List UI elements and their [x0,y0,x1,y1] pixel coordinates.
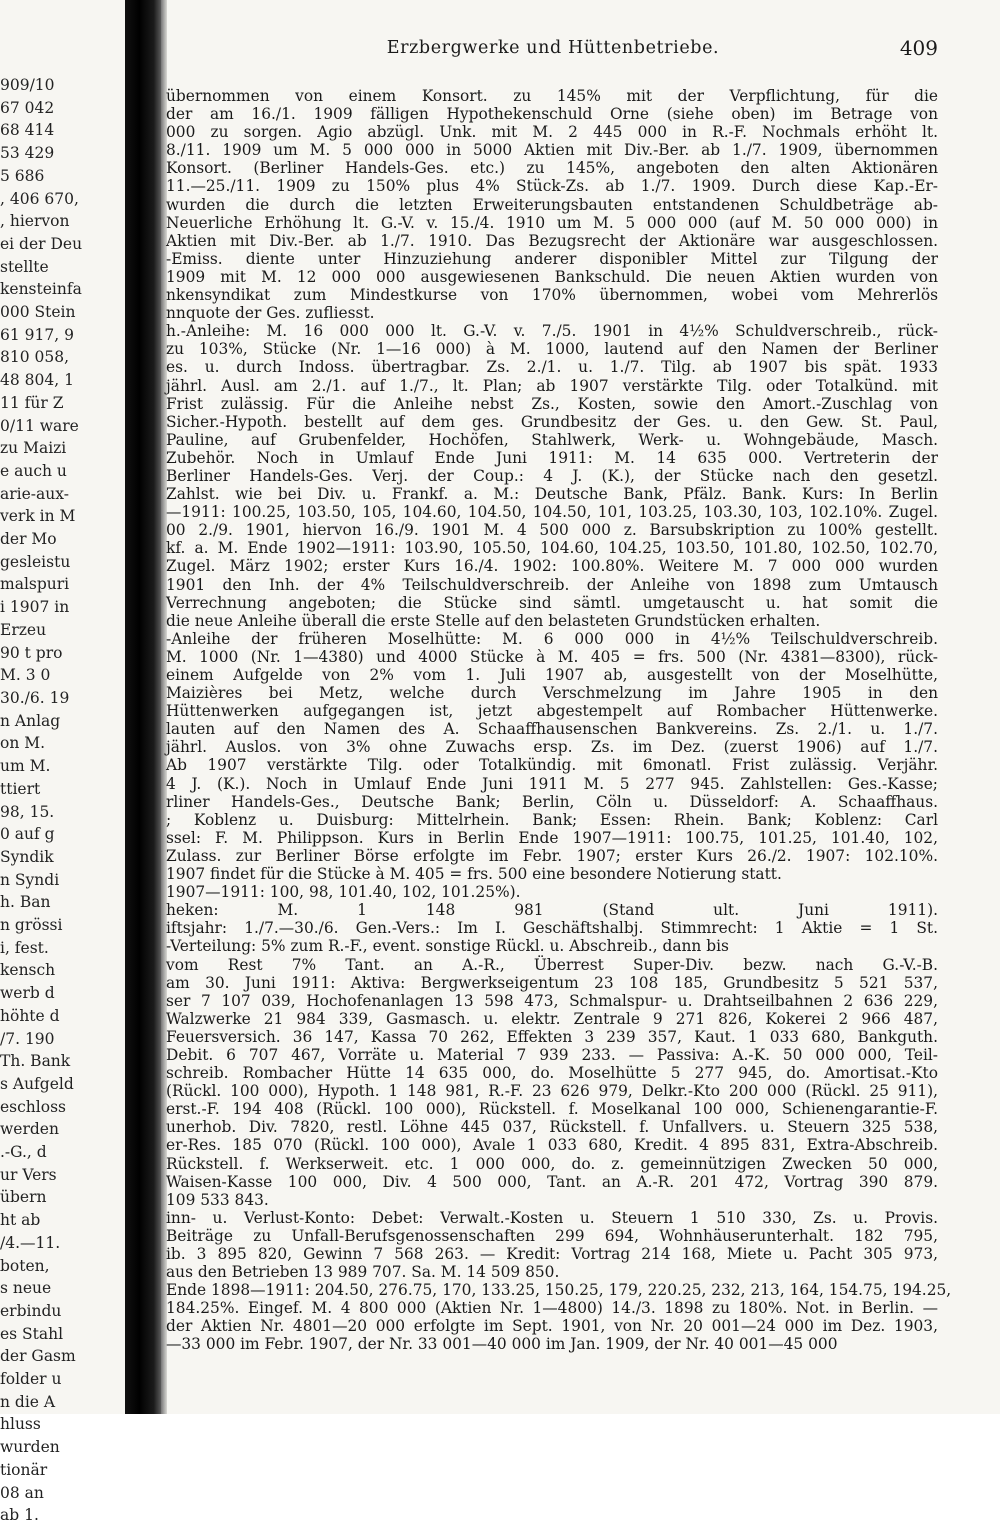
left-fragment-line: der Gasm [0,1347,76,1366]
text-line: 109 533 843. [166,1190,269,1209]
text-line: iftsjahr: 1./7.—30./6. Gen.-Vers.: Im I. Geschäftshalbj. Stimmrecht: 1 Aktie = 1 St. [166,919,938,938]
left-fragment-line: h. Ban [0,893,51,912]
left-fragment-line: Th. Bank [0,1052,71,1071]
text-line: der Aktien Nr. 4801—20 000 erfolgte im Sept. 1901, von Nr. 20 001—24 000 im Dez. 1903, [166,1317,938,1336]
text-line: 00 2./9. 1901, hiervon 16./9. 1901 M. 4 500 000 z. Barsubskription zu 100% gestellt. [166,521,938,540]
left-fragment-line: ei der Deu [0,234,83,253]
left-fragment-line: 30./6. 19 [0,688,70,707]
text-line: Zubehör. Noch in Umlauf Ende Juni 1911: M. 14 635 000. Vertreterin der [166,448,938,467]
left-fragment-line: 48 804, 1 [0,371,74,390]
left-fragment-line: n Syndi [0,870,60,889]
left-fragment-line: n die A [0,1392,56,1411]
left-fragment-line: stellte [0,257,49,276]
left-fragment-line: kensch [0,961,56,980]
text-line: 11.—25./11. 1909 zu 150% plus 4% Stück-Zs. ab 1./7. 1909. Durch diese Kap.-Er- [166,177,938,196]
text-line: jährl. Ausl. am 2./1. auf 1./7., lt. Plan; ab 1907 verstärkte Tilg. oder Totalkünd. mit [166,376,938,395]
left-fragment-line: 000 Stein [0,303,76,322]
text-line: h.-Anleihe: M. 16 000 000 lt. G.-V. v. 7./5. 1901 in 4½% Schuldverschreib., rück- [166,322,938,341]
text-line: Aktien mit Div.-Ber. ab 1./7. 1910. Das Bezugsrecht der Aktionäre war ausgeschlossen. [166,231,938,250]
left-fragment-line: ht ab [0,1211,41,1230]
text-line: —33 000 im Febr. 1907, der Nr. 33 001—40 000 im Jan. 1909, der Nr. 40 001—45 000 [166,1335,838,1354]
text-line: -Anleihe der früheren Moselhütte: M. 6 000 000 in 4½% Teilschuldverschreib. [166,629,938,648]
left-fragment-line: ur Vers [0,1165,57,1184]
text-line: schreib. Rombacher Hütte 14 635 000, do. Moselhütte 5 277 945, do. Amortisat.-Kto [166,1064,938,1083]
left-fragment-line: i 1907 in [0,598,70,617]
text-line: 1901 den Inh. der 4% Teilschuldverschreib. der Anleihe von 1898 zum Umtausch [166,575,938,594]
left-fragment-line: übern [0,1188,47,1207]
text-line: zu 103%, Stücke (Nr. 1—16 000) à M. 1000, lautend auf den Namen der Berliner [166,340,938,359]
left-fragment-line: werden [0,1120,59,1139]
text-line: -Verteilung: 5% zum R.-F., event. sonstige Rückl. u. Abschreib., dann bis [166,937,729,956]
left-fragment-line: /7. 190 [0,1029,55,1048]
text-line: -Emiss. diente unter Hinzuziehung anderer disponibler Mittel zur Tilgung der [166,249,938,268]
left-fragment-line: höhte d [0,1006,60,1025]
left-fragment-line: 61 917, 9 [0,325,74,344]
text-line: 184.25%. Eingef. M. 4 800 000 (Aktien Nr. 1—4800) 14./3. 1898 zu 180%. Not. in Berlin. — [166,1299,938,1318]
text-line: Debit. 6 707 467, Vorräte u. Material 7 939 233. — Passiva: A.-K. 50 000 000, Teil- [166,1045,938,1064]
left-fragment-line: kensteinfa [0,280,82,299]
left-fragment-line: e auch u [0,461,67,480]
left-fragment-line: eschloss [0,1097,66,1116]
left-fragment-line: gesleistu [0,552,71,571]
text-line: kf. a. M. Ende 1902—1911: 103.90, 105.50, 104.60, 104.25, 103.50, 101.80, 102.50, 102.70, [166,539,938,558]
text-line: Zahlst. wie bei Div. u. Frankf. a. M.: Deutsche Bank, Pfälz. Bank. Kurs: In Berlin [166,485,938,504]
text-line: Maizières bei Metz, welche durch Verschmelzung im Jahre 1905 in den [166,684,938,703]
left-fragment-line: zu Maizi [0,439,67,458]
text-line: 000 zu sorgen. Agio abzügl. Unk. mit M. 2 445 000 in R.-F. Nochmals erhöht lt. [166,123,938,142]
text-line: nnquote der Ges. zufliesst. [166,304,375,323]
left-fragment-line: .-G., d [0,1143,47,1162]
text-line: erst.-F. 194 408 (Rückl. 100 000), Rückstell. f. Moselkanal 100 000, Schienengarantie-F. [166,1100,938,1119]
text-line: aus den Betrieben 13 989 707. Sa. M. 14 509 850. [166,1263,560,1282]
left-fragment-line: boten, [0,1256,50,1275]
text-line: ser 7 107 039, Hochofenanlagen 13 598 473, Schmalspur- u. Drahtseilbahnen 2 636 229, [166,991,938,1010]
left-fragment-line: 0/11 ware [0,416,79,435]
left-fragment-line: werb d [0,984,55,1003]
text-line: 1909 mit M. 12 000 000 ausgewiesenen Bankschuld. Die neuen Aktien wurden von [166,267,938,286]
left-fragment-line: s neue [0,1279,52,1298]
text-line: Frist zulässig. Für die Anleihe nebst Zs., Kosten, sowie den Amort.-Zuschlag von [166,394,938,413]
text-line: ; Koblenz u. Duisburg: Mittelrhein. Bank; Essen: Rhein. Bank; Koblenz: Carl [166,810,938,829]
left-fragment-line: , hiervon [0,212,70,231]
text-line: am 30. Juni 1911: Aktiva: Bergwerkseigentum 23 108 185, Grundbesitz 5 521 537, [166,973,938,992]
text-line: (Rückl. 100 000), Hypoth. 1 148 981, R.-F. 23 626 979, Delkr.-Kto 200 000 (Rückl. 25 911), [166,1082,938,1101]
text-line: M. 1000 (Nr. 1—4380) und 4000 Stücke à M. 405 = frs. 500 (Nr. 4381—8300), rück- [166,647,938,666]
text-line: einem Aufgelde von 2% vom 1. Juli 1907 ab, ausgestellt von der Moselhütte, [166,666,938,684]
text-line: 1907 findet für die Stücke à M. 405 = frs. 500 eine besondere Notierung statt. [166,865,782,884]
text-line: nkensyndikat zum Mindestkurse von 170% übernommen, wobei vom Mehrerlös [166,286,938,305]
left-fragment-line: 0 auf g [0,825,55,844]
left-fragment-line: hluss [0,1415,41,1434]
left-fragment-line: 53 429 [0,144,55,163]
text-line: er-Res. 185 070 (Rückl. 100 000), Avale 1 033 680, Kredit. 4 895 831, Extra-Abschreib. [166,1136,938,1155]
text-line: Pauline, auf Grubenfelder, Hochöfen, Stahlwerk, Werk- u. Wohngebäude, Masch. [166,430,938,449]
text-line: jährl. Auslos. von 3% ohne Zuwachs ersp. Zs. im Dez. (zuerst 1906) auf 1./7. [166,738,938,757]
text-line: Konsort. (Berliner Handels-Ges. etc.) zu 145%, angeboten den alten Aktionären [166,159,938,178]
left-fragment-line: folder u [0,1370,62,1389]
left-fragment-line: verk in M [0,507,76,526]
page-number: 409 [899,36,938,60]
left-fragment-line: 5 686 [0,166,45,185]
text-line: Sicher.-Hypoth. bestellt auf dem ges. Grundbesitz der Ges. u. den Gew. St. Paul, [166,412,938,431]
left-fragment-line: n grössi [0,916,63,935]
text-line: inn- u. Verlust-Konto: Debet: Verwalt.-Kosten u. Steuern 1 510 330, Zs. u. Provis. [166,1208,938,1227]
body-text [166,87,952,1354]
left-fragment-line: 810 058, [0,348,70,367]
text-line: Zulass. zur Berliner Börse erfolgte im Febr. 1907; erster Kurs 26./2. 1907: 102.10%. [166,846,938,865]
text-line: vom Rest 7% Tant. an A.-R., Überrest Super-Div. bezw. nach G.-V.-B. [166,955,938,974]
text-line: ib. 3 895 820, Gewinn 7 568 263. — Kredit: Vortrag 214 168, Miete u. Pacht 305 973, [166,1245,938,1263]
left-fragment-line: tionär [0,1460,48,1479]
left-fragment-line: 90 t pro [0,643,63,662]
text-line: übernommen von einem Konsort. zu 145% mit der Verpflichtung, für die [166,87,938,105]
running-header [168,38,938,64]
left-fragment-line: Erzeu [0,620,47,639]
left-fragment-line: s Aufgeld [0,1074,74,1093]
left-fragment-line: wurden [0,1438,60,1457]
book-gutter [125,0,161,1414]
left-fragment-line: 98, 15. [0,802,55,821]
left-fragment-line: n Anlag [0,711,61,730]
text-line: wurden die durch die letzten Erweiterungsbauten entstandenen Schuldbeträge ab- [166,195,938,214]
text-line: Berliner Handels-Ges. Verj. der Coup.: 4 J. (K.), der Stücke nach den gesetzl. [166,466,938,485]
left-fragment-line: 909/10 [0,76,55,94]
text-line: die neue Anleihe überall die erste Stelle auf den belasteten Grundstücken erhalten. [166,611,821,630]
left-fragment-line: arie-aux- [0,484,69,503]
left-fragment-line: ab 1. [0,1506,39,1525]
left-fragment-line: 68 414 [0,121,55,140]
left-fragment-line: on M. [0,734,46,753]
left-fragment-line: malspuri [0,575,70,594]
text-line: ssel: F. M. Philippson. Kurs in Berlin Ende 1907—1911: 100.75, 101.25, 101.40, 102, [166,828,938,847]
left-fragment-line: 08 an [0,1483,44,1502]
text-line: lauten auf den Namen des A. Schaaffhausenschen Bankvereins. Zs. 2./1. u. 1./7. [166,720,938,739]
text-line: —1911: 100.25, 103.50, 105, 104.60, 104.50, 104.50, 101, 103.25, 103.30, 103, 102.10%. Zugel. [166,503,938,522]
text-line: Zugel. März 1902; erster Kurs 16./4. 1902: 100.80%. Weitere M. 7 000 000 wurden [166,557,938,576]
text-line: 8./11. 1909 um M. 5 000 000 in 5000 Aktien mit Div.-Ber. ab 1./7. 1909, übernommen [166,141,938,160]
left-fragment-line: erbindu [0,1301,62,1320]
text-line: Walzwerke 21 984 339, Gasmasch. u. elektr. Zentrale 9 271 826, Kokerei 2 966 487, [166,1009,938,1028]
text-line: Beiträge zu Unfall-Berufsgenossenschaften 299 694, Wohnhäuserunterhalt. 182 795, [166,1226,938,1245]
text-line: es. u. durch Indoss. übertragbar. Zs. 2./1. u. 1./7. Tilg. ab 1907 bis spät. 1933 [166,358,938,377]
text-line: Waisen-Kasse 100 000, Div. 4 500 000, Tant. an A.-R. 201 472, Vortrag 390 879. [166,1172,938,1191]
text-line: heken: M. 1 148 981 (Stand ult. Juni 1911). [166,901,938,920]
text-line: rliner Handels-Ges., Deutsche Bank; Berlin, Cöln u. Düsseldorf: A. Schaaffhaus. [166,792,938,811]
left-fragment-line: es Stahl [0,1324,64,1343]
left-fragment-line: , 406 670, [0,189,79,208]
text-line: 4 J. (K.). Noch in Umlauf Ende Juni 1911 M. 5 277 945. Zahlstellen: Ges.-Kasse; [166,774,938,793]
left-fragment-line: der Mo [0,530,57,549]
left-fragment-line: um M. [0,757,51,776]
text-line: Hüttenwerken aufgegangen ist, jetzt abgestempelt auf Rombacher Hüttenwerke. [166,702,938,721]
text-line: der am 16./1. 1909 fälligen Hypothekenschuld Orne (siehe oben) im Betrage von [166,105,938,124]
left-page-fragment [0,74,124,1525]
text-line: Neuerliche Erhöhung lt. G.-V. v. 15./4. 1910 um M. 5 000 000 (auf M. 50 000 000) in [166,213,938,232]
left-fragment-line: i, fest. [0,938,49,957]
left-fragment-line: 11 für Z [0,393,64,412]
text-line: Feuersversich. 36 147, Kassa 70 262, Effekten 3 239 357, Kaut. 1 033 680, Bankguth. [166,1027,938,1046]
page-title: Erzbergwerke und Hüttenbetriebe. [386,38,720,58]
left-fragment-line: ttiert [0,779,41,798]
text-line: Rückstell. f. Werkserweit. etc. 1 000 000, do. z. gemeinnützigen Zwecken 50 000, [166,1154,938,1173]
left-fragment-line: 67 042 [0,98,55,117]
left-fragment-line: M. 3 0 [0,666,51,685]
text-line: 1907—1911: 100, 98, 101.40, 102, 101.25%). [166,883,521,902]
text-line: Verrechnung angeboten; die Stücke sind sämtl. umgetauscht u. hat somit die [166,593,938,612]
left-fragment-line: /4.—11. [0,1233,61,1252]
text-line: unerhob. Div. 7820, restl. Löhne 445 037, Rückstell. f. Unfallvers. u. Steuern 325 538, [166,1118,938,1137]
text-line: Ende 1898—1911: 204.50, 276.75, 170, 133.25, 150.25, 179, 220.25, 232, 213, 164, 154.75, 194.25, [166,1281,952,1300]
text-line: Ab 1907 verstärkte Tilg. oder Totalkündig. mit 6monatl. Frist zulässig. Verjähr. [166,756,938,775]
left-fragment-line: Syndik [0,847,54,866]
